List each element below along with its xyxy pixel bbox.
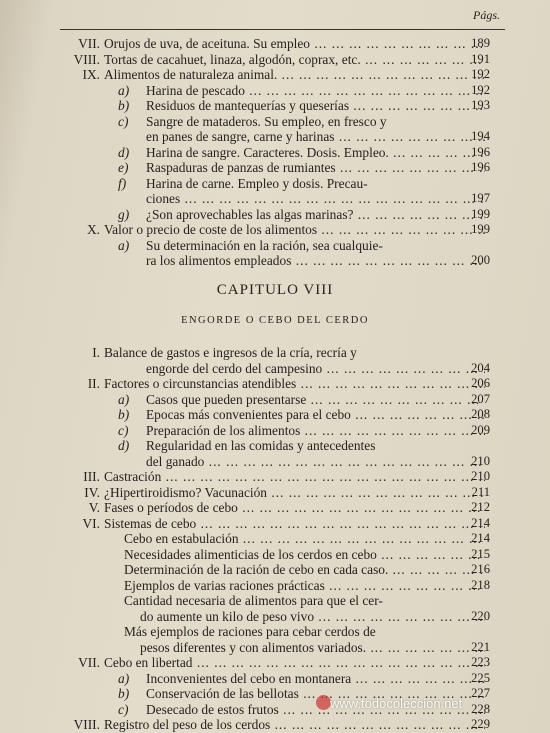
toc-entry-page: 207 xyxy=(471,391,490,406)
toc-entry xyxy=(0,531,550,547)
toc-entry-page: 209 xyxy=(471,422,490,437)
toc-entry xyxy=(0,438,550,454)
toc-entry-page: 215 xyxy=(471,546,490,561)
toc-entry-number: IX. xyxy=(82,67,100,82)
toc-entry-number: VIII. xyxy=(73,51,100,67)
toc-entry-text: Orujos de uva, de aceituna. Su empleo ... . xyxy=(104,36,485,52)
toc-entry xyxy=(0,361,550,377)
toc-entry xyxy=(0,516,550,532)
toc-entry xyxy=(0,238,550,254)
toc-entry-page: 214 xyxy=(471,515,490,530)
toc-entry xyxy=(0,686,550,702)
toc-entry-letter: a) xyxy=(118,670,130,686)
toc-entry-number: II. xyxy=(87,376,100,391)
toc-entry-page: 208 xyxy=(471,407,490,421)
page-header-label: Págs. xyxy=(473,8,500,22)
toc-entry xyxy=(0,345,550,361)
toc-entry-text: Su determinación en la ración, sea cualquie- xyxy=(146,237,383,253)
toc-entry-page: 199 xyxy=(471,206,490,221)
toc-entry-number: VIII. xyxy=(73,717,100,732)
toc-entry-page: 216 xyxy=(471,562,490,576)
toc-entry-letter: c) xyxy=(118,422,129,438)
toc-entry-page: 225 xyxy=(471,670,490,685)
toc-entry-letter: b) xyxy=(118,98,130,113)
toc-entry-page: 221 xyxy=(471,639,490,654)
toc-entry-page: 191 xyxy=(471,51,490,66)
toc-entry-letter: d) xyxy=(118,438,130,453)
toc-entry-text: Balance de gastos e ingresos de la cría, recría y xyxy=(104,345,357,360)
toc-entry-text: Registro del peso de los cerdos ... . xyxy=(104,717,485,733)
toc-entry-text: Factores o circunstancias atendibles ... . xyxy=(104,376,485,392)
toc-entry-text: Epocas más convenientes para el cebo ... . xyxy=(146,407,485,423)
toc-entry xyxy=(0,624,550,640)
toc-entry-number: I. xyxy=(92,345,100,360)
toc-entry-text: Raspaduras de panzas de rumiantes ... . xyxy=(146,160,485,176)
toc-entry-letter: e) xyxy=(118,160,129,175)
toc-entry-page: 197 xyxy=(471,191,490,205)
chapter-subtitle: ENGORDE O CEBO DEL CERDO xyxy=(181,315,369,326)
toc-entry-page: 192 xyxy=(471,67,490,81)
toc-entry-page: 204 xyxy=(471,360,490,375)
toc-entry xyxy=(0,145,550,161)
toc-entry-page: 210 xyxy=(471,469,490,483)
toc-entry-letter: a) xyxy=(118,391,130,407)
toc-entry xyxy=(0,609,550,625)
toc-entry-text: Necesidades alimenticias de los cerdos en cebo ... . xyxy=(124,547,485,563)
toc-entry-page: 214 xyxy=(471,531,490,545)
toc-entry-page: 210 xyxy=(471,453,490,468)
toc-entry-text: pesos diferentes y con alimentos variados. ... . xyxy=(140,640,485,656)
toc-entry-letter: a) xyxy=(118,237,130,253)
toc-entry-page: 212 xyxy=(471,500,490,514)
toc-entry xyxy=(0,407,550,423)
toc-entry-text: Cebo en libertad ... . xyxy=(104,655,485,671)
toc-entry xyxy=(0,191,550,207)
toc-entry-number: VII. xyxy=(78,36,100,51)
toc-entry xyxy=(0,593,550,609)
toc-entry xyxy=(0,671,550,687)
watermark: www.todocoleccion.net xyxy=(330,696,463,711)
toc-entry xyxy=(0,485,550,501)
toc-entry-text: Castración ... . xyxy=(104,469,485,485)
toc-entry-page: 223 xyxy=(471,655,490,669)
toc-entry-page: 218 xyxy=(471,577,490,592)
toc-bottom-section xyxy=(0,345,550,733)
toc-entry-text: Casos que pueden presentarse ... . xyxy=(146,392,485,408)
toc-entry xyxy=(0,717,550,733)
toc-entry-text: Conservación de las bellotas ... . xyxy=(146,686,485,702)
toc-entry-text: Tortas de cacahuet, linaza, algodón, coprax, etc. ... . xyxy=(104,52,485,68)
toc-entry-number: VI. xyxy=(82,515,100,531)
toc-entry xyxy=(0,52,550,68)
toc-entry xyxy=(0,253,550,269)
toc-entry-text: ciones ... . xyxy=(146,191,485,207)
toc-entry-text: Ejemplos de varias raciones prácticas ... . xyxy=(124,578,485,594)
toc-entry xyxy=(0,376,550,392)
toc-entry-page: 189 xyxy=(471,36,490,50)
toc-entry-text: Cebo en estabulación ... . xyxy=(124,531,485,547)
toc-entry-text: Harina de sangre. Caracteres. Dosis. Empleo. ... . xyxy=(146,145,485,161)
toc-entry-text: ra los alimentos empleados ... . xyxy=(146,253,485,269)
toc-entry xyxy=(0,469,550,485)
toc-entry-text: ¿Hipertiroidismo? Vacunación ... . xyxy=(104,485,485,501)
toc-entry xyxy=(0,640,550,656)
toc-entry-page: 211 xyxy=(471,484,490,499)
toc-entry-text: Alimentos de naturaleza animal. ... . xyxy=(104,67,485,83)
toc-entry xyxy=(0,176,550,192)
toc-entry-letter: b) xyxy=(118,407,130,422)
toc-entry-page: 220 xyxy=(471,608,490,623)
toc-entry xyxy=(0,222,550,238)
toc-entry-letter: f) xyxy=(118,175,127,191)
toc-entry-letter: b) xyxy=(118,686,130,701)
toc-entry-text: Cantidad necesaria de alimentos para que el cer- xyxy=(124,593,383,608)
toc-entry xyxy=(0,655,550,671)
toc-entry xyxy=(0,36,550,52)
toc-entry-letter: c) xyxy=(118,113,129,129)
toc-entry-text: Harina de carne. Empleo y dosis. Precau- xyxy=(146,175,368,191)
toc-entry-page: 206 xyxy=(471,376,490,390)
toc-entry-text: Residuos de mantequerías y queserías ... . xyxy=(146,98,485,114)
toc-entry xyxy=(0,83,550,99)
toc-entry-text: Sistemas de cebo ... . xyxy=(104,516,485,532)
toc-entry xyxy=(0,207,550,223)
toc-entry-text: Preparación de los alimentos ... . xyxy=(146,423,485,439)
toc-entry xyxy=(0,160,550,176)
chapter-title: CAPITULO VIII xyxy=(216,282,334,298)
toc-entry-number: VII. xyxy=(78,655,100,670)
toc-entry-page: 200 xyxy=(471,253,490,267)
toc-entry-text: Inconvenientes del cebo en montanera ... . xyxy=(146,671,485,687)
toc-entry-letter: a) xyxy=(118,82,130,98)
toc-entry-text: Desecado de estos frutos ... . xyxy=(146,702,485,718)
toc-entry-page: 196 xyxy=(471,160,490,174)
toc-entry-text: do aumente un kilo de peso vivo ... . xyxy=(140,609,485,625)
watermark-logo-icon xyxy=(316,695,331,710)
toc-entry-number: V. xyxy=(88,500,100,515)
toc-entry xyxy=(0,98,550,114)
toc-entry xyxy=(0,547,550,563)
toc-entry-letter: d) xyxy=(118,144,130,160)
toc-entry-letter: c) xyxy=(118,701,129,717)
toc-entry-text: Más ejemplos de raciones para cebar cerdos de xyxy=(124,624,376,639)
toc-entry xyxy=(0,114,550,130)
toc-entry-letter: g) xyxy=(118,206,130,222)
header-rule xyxy=(60,29,505,30)
toc-entry-page: 228 xyxy=(471,701,490,716)
toc-entry-page: 192 xyxy=(471,82,490,97)
toc-entry-text: Fases o períodos de cebo ... . xyxy=(104,500,485,516)
toc-entry-page: 194 xyxy=(471,129,490,143)
toc-entry-text: Harina de pescado ... . xyxy=(146,83,485,99)
toc-entry-text: Sangre de mataderos. Su empleo, en fresco y xyxy=(146,113,387,129)
toc-entry-text: Determinación de la ración de cebo en cada caso. ... . xyxy=(124,562,485,578)
toc-entry-text: Valor o precio de coste de los alimentos ... . xyxy=(104,222,485,238)
toc-top-section xyxy=(0,36,550,269)
toc-entry xyxy=(0,129,550,145)
toc-entry-text: en panes de sangre, carne y harinas ... . xyxy=(146,129,485,145)
toc-entry xyxy=(0,392,550,408)
toc-entry-number: X. xyxy=(86,222,100,237)
toc-entry-page: 199 xyxy=(471,222,490,236)
toc-entry-page: 193 xyxy=(471,98,490,112)
toc-entry-text: ¿Son aprovechables las algas marinas? ... . xyxy=(146,207,485,223)
toc-entry-page: 196 xyxy=(471,144,490,159)
toc-entry xyxy=(0,67,550,83)
toc-entry-page: 229 xyxy=(471,717,490,731)
toc-entry-text: Regularidad en las comidas y antecedentes xyxy=(146,438,376,453)
toc-entry-text: engorde del cerdo del campesino ... . xyxy=(146,361,485,377)
toc-entry-number: IV. xyxy=(84,484,100,500)
toc-entry xyxy=(0,702,550,718)
toc-entry xyxy=(0,454,550,470)
toc-entry-text: del ganado ... . xyxy=(146,454,485,470)
toc-entry xyxy=(0,500,550,516)
toc-entry xyxy=(0,578,550,594)
toc-entry-page: 227 xyxy=(471,686,490,700)
toc-entry xyxy=(0,423,550,439)
toc-entry xyxy=(0,562,550,578)
toc-entry-number: III. xyxy=(83,469,100,484)
